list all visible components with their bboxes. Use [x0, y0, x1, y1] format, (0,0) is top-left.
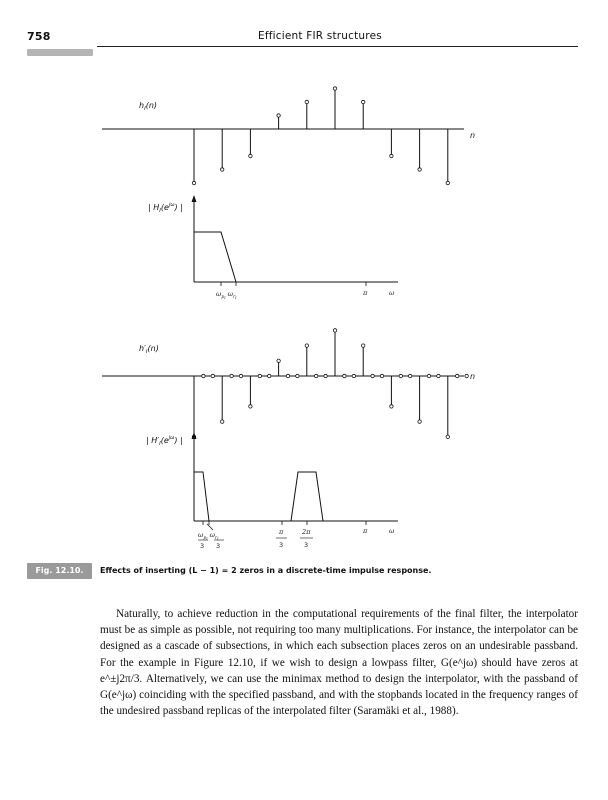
- panel3-stem-marker: [446, 435, 449, 438]
- panel4-tick-label-omega: ω: [389, 527, 395, 535]
- panel2-tick-label-bands: $\omega_pI$ $\omega_rI$: [216, 290, 237, 300]
- panel4-tick-label-2pi3-den: 3: [304, 541, 309, 549]
- panel3-stem-marker: [221, 420, 224, 423]
- panel4-tick-label-pi3-num: π: [279, 528, 284, 536]
- panel1-stem-marker: [221, 168, 224, 171]
- panel3-stem-marker: [333, 329, 336, 332]
- panel3-stem-marker: [390, 405, 393, 408]
- panel4-baseband: [194, 472, 209, 521]
- panel3-stem-marker: [456, 374, 459, 377]
- panel1-stem-marker: [390, 154, 393, 157]
- body-paragraph: [100, 606, 578, 719]
- panel1-stem-marker: [277, 114, 280, 117]
- panel4-tick-label-pi: π: [363, 527, 368, 535]
- panel3-stem-marker: [315, 374, 318, 377]
- panel4-denom-1: 3: [200, 542, 205, 550]
- panel3-stem-marker: [249, 405, 252, 408]
- panel3-stem-marker: [211, 374, 214, 377]
- panel3-stem-marker: [324, 374, 327, 377]
- figure-badge: Fig. 12.10.: [27, 563, 92, 579]
- panel3-stem-marker: [437, 374, 440, 377]
- panel-HI-prime: [146, 432, 398, 550]
- panel3-stem-marker: [418, 420, 421, 423]
- panel4-tick-label-2pi3-num: 2π: [302, 528, 311, 536]
- panel3-stem-marker: [409, 374, 412, 377]
- page-number: 758: [27, 30, 51, 43]
- panel-hI: [102, 87, 475, 185]
- panel1-stem-marker: [249, 154, 252, 157]
- panel3-stem-marker: [343, 374, 346, 377]
- panel2-yaxis-arrow: [192, 195, 197, 202]
- panel3-ylabel: $h'_I(n)$: [139, 344, 159, 355]
- panel3-stem-marker: [465, 374, 468, 377]
- panel1-ylabel: $h_I(n)$: [139, 101, 158, 112]
- panel1-stem-marker: [446, 181, 449, 184]
- panel3-stem-marker: [352, 374, 355, 377]
- panel4-denom-2: 3: [216, 542, 221, 550]
- panel4-pointer: [207, 524, 213, 530]
- panel3-stem-marker: [371, 374, 374, 377]
- panel3-stems: [192, 329, 468, 439]
- panel2-ylabel: | $H_I(e^{j\omega})$ |: [148, 202, 183, 214]
- panel3-stem-marker: [268, 374, 271, 377]
- panel1-xlabel: n: [470, 131, 476, 140]
- panel3-xlabel: n: [470, 372, 476, 381]
- panel4-tick-label-pi3-den: 3: [279, 541, 284, 549]
- panel3-stem-marker: [362, 344, 365, 347]
- panel1-stem-marker: [305, 100, 308, 103]
- panel2-tick-label-omega: ω: [389, 289, 395, 297]
- panel3-stem-marker: [296, 374, 299, 377]
- panel1-stem-marker: [333, 87, 336, 90]
- panel4-tick-label-bands: $\omega_pI$ $\omega_rI$: [198, 531, 219, 541]
- panel3-stem-marker: [202, 374, 205, 377]
- panel3-stem-marker: [239, 374, 242, 377]
- panel2-lowpass-response: [194, 232, 236, 282]
- panel1-stem-marker: [362, 100, 365, 103]
- panel-hI-prime: [102, 329, 475, 439]
- panel3-stem-marker: [258, 374, 261, 377]
- panel1-stems: [192, 87, 449, 185]
- panel4-yaxis-arrow: [192, 432, 197, 439]
- panel3-stem-marker: [380, 374, 383, 377]
- panel-HI: [148, 195, 398, 300]
- running-title: Efficient FIR structures: [258, 30, 382, 42]
- panel3-stem-marker: [305, 344, 308, 347]
- panel3-stem-marker: [286, 374, 289, 377]
- figure-caption: Effects of inserting (L − 1) = 2 zeros in a discrete-time impulse response.: [100, 566, 432, 575]
- panel4-ylabel: | $H'_I(e^{j\omega})$ |: [146, 435, 183, 447]
- panel1-stem-marker: [192, 181, 195, 184]
- panel3-stem-marker: [427, 374, 430, 377]
- panel3-stem-marker: [230, 374, 233, 377]
- panel4-image-band: [291, 472, 323, 521]
- panel3-stem-marker: [399, 374, 402, 377]
- panel3-stem-marker: [277, 359, 280, 362]
- panel1-stem-marker: [418, 168, 421, 171]
- panel2-tick-label-pi: π: [363, 289, 368, 297]
- paragraph-text: Naturally, to achieve reduction in the computational requirements of the final filter, the interpolator must be as simple as possible, not requiring too many multiplications. For instance, the interpolator can be designed as a cascade of subsections, in which each subsection places zeros on an undesirable passband. For the example in Figure 12.10, if we wish to design a lowpass filter, G(e^jω) should have zeros at e^±j2π/3. Alternatively, we can use the minimax method to design the interpolator, with the passband of G(e^jω) coinciding with the specified passband, and with the stopbands located in the frequency ranges of the undesired passband replicas of the interpolated filter (Saramäki et al., 1988).: [100, 608, 578, 718]
